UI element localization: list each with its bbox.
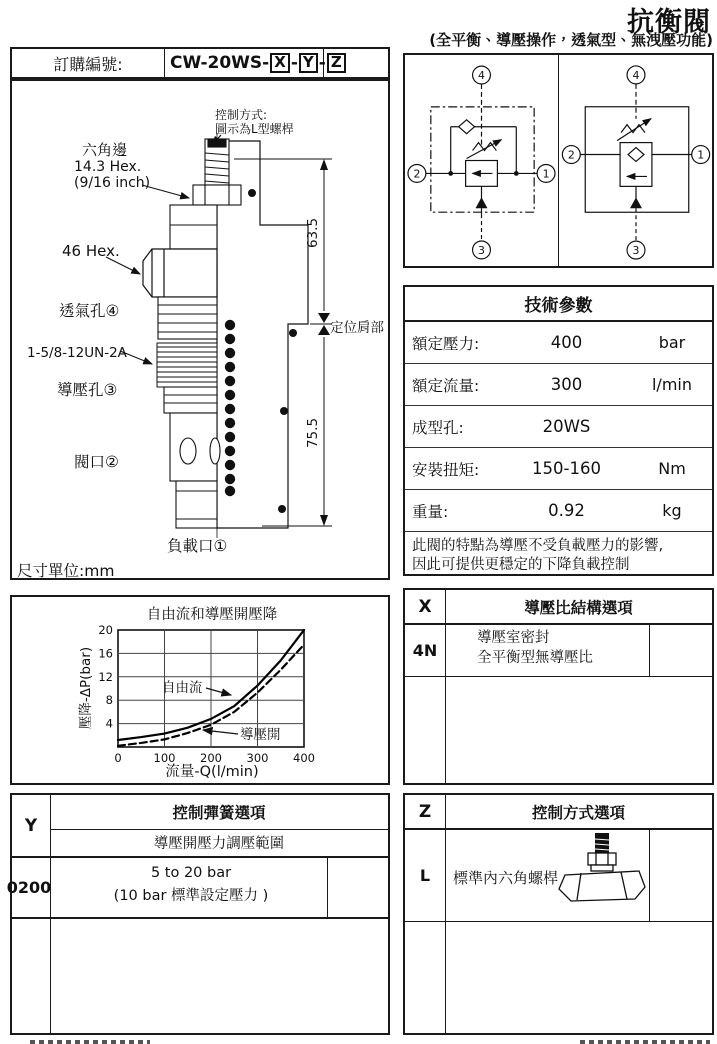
hex-screw-drawing [555,831,650,917]
z-table-row-code: L [419,865,431,885]
param-label: 安裝扭矩: [412,460,480,479]
hex-small-label [74,142,150,191]
param-value: 150-160 [532,459,601,478]
order-number-label: 訂購編號: [12,49,165,77]
y-option-table [6,793,390,1035]
x-table-title: 導壓比結構選項 [524,598,633,617]
table-row [405,490,712,532]
y-table-header-divider [12,856,388,858]
hex-small-line3: (9/16 inch) [74,175,151,192]
svg-text:400: 400 [293,751,315,765]
mid-body [164,387,217,413]
page-title: 抗衡閥 [627,7,711,38]
chart-y-axis-label: 壓降-ΔP(bar) [78,646,94,730]
svg-text:20: 20 [98,623,113,637]
param-label: 額定壓力: [412,334,480,353]
y-table-row-divider [12,917,388,919]
port-3-label: 3 [478,243,485,257]
order-code-sep2: - [318,53,326,73]
param-value: 300 [550,375,583,394]
z-table-code: Z [418,801,432,822]
param-label: 重量: [412,502,449,521]
valve-port-label: 閥口② [74,453,119,471]
table-row [405,448,712,490]
order-code-sep1: - [290,53,298,73]
param-value: 20WS [542,417,591,436]
port-4-label: 4 [632,68,640,82]
x-option-table [403,588,714,785]
y-table-code: Y [24,815,38,836]
z-table-header-divider [405,828,712,830]
pilot-open-arrow [203,730,238,734]
x-row-line2: 全平衡型無導壓比 [477,649,593,666]
order-number-code [165,49,342,77]
order-code-x: X [270,53,290,73]
footer-left-clipped-text [30,1040,150,1044]
hex-small-line1: 六角邊 [82,141,128,159]
tech-params-table [403,285,714,576]
y-row-line2: (10 bar 標準設定壓力 ) [113,888,269,905]
param-value: 400 [550,333,583,352]
schematic-simplified-cell [559,55,713,266]
x-table-header-divider [405,623,712,625]
locknut [193,185,241,205]
svg-text:300: 300 [246,751,269,765]
load-port-label: 負載口① [167,537,228,555]
table-row [405,322,712,364]
hex-body-46 [143,249,217,297]
flow-chart-box [10,595,390,785]
thread-section [157,343,217,387]
param-label: 成型孔: [412,418,464,437]
unit-note: 尺寸單位:mm [17,562,115,580]
port-1-label: 1 [697,148,705,162]
schematic-detailed-symbol [405,55,558,266]
x-table-right-col-divider [649,624,650,676]
chart-x-axis-label: 流量-Q(l/min) [165,764,259,780]
shoulder-label: 定位肩部 [330,320,384,336]
thread-spec-label: 1-5/8-12UN-2A [27,345,127,361]
hex-large-label: 46 Hex. [62,242,120,260]
y-table-title: 控制彈簧選項 [172,803,266,822]
order-code-y: Y [299,53,318,73]
z-table-title: 控制方式選項 [531,803,625,822]
x-table-row-code: 4N [412,640,438,660]
hex-small-line2: 14.3 Hex. [74,159,142,176]
svg-text:200: 200 [200,751,222,765]
series-label-free-flow: 自由流 [162,680,203,696]
dimension-63-5: 63.5 [305,217,321,249]
control-method-note-line1: 控制方式: [215,108,268,122]
tech-note [405,532,712,580]
order-code-z: Z [327,53,346,73]
chart-title: 自由流和導壓開壓降 [146,607,278,623]
control-method-note-line2: 圖示為L型螺桿 [215,121,294,136]
x-row-line1: 導壓室密封 [477,630,550,646]
x-table-row-description [477,629,647,668]
schematics-box [403,53,714,268]
page-subtitle: (全平衡、導壓操作，透氣型、無洩壓功能) [429,31,713,49]
svg-text:4: 4 [105,716,113,731]
dimension-75-5: 75.5 [305,417,321,449]
svg-text:100: 100 [153,751,176,765]
z-table-col-divider [445,795,446,1033]
free-flow-arrow [206,688,231,695]
vent-section [158,297,217,339]
valve-drawing-box [10,79,390,580]
param-label: 額定流量: [412,376,480,395]
x-table-row-divider [405,676,712,677]
z-option-table [403,793,714,1035]
table-row [405,364,712,406]
y-table-subtitle: 導壓開壓力調壓範圍 [153,836,285,852]
port-1-label: 1 [542,167,550,181]
flow-chart-svg [12,597,388,784]
port-3-label: 3 [632,244,640,258]
param-unit: bar [658,333,686,352]
table-row [405,406,712,448]
z-table-row-description: 標準內六角螺桿 [453,869,559,887]
tech-note-line1: 此閥的特點為導壓不受負載壓力的影響, [412,538,664,554]
pilot-port-label: 導壓孔③ [57,381,118,399]
schematic-simplified-symbol [559,55,713,266]
order-code-prefix: CW-20WS- [170,53,270,73]
adjustment-screw [205,139,229,185]
z-table-row-divider [405,921,712,922]
svg-text:16: 16 [98,646,113,661]
y-row-line1: 5 to 20 bar [150,865,232,881]
svg-text:0: 0 [114,751,122,765]
order-number-empty-cell [324,49,388,77]
x-table-code: X [418,596,432,617]
port-section [170,413,220,481]
param-value: 0.92 [548,501,585,520]
param-unit: kg [662,501,682,520]
schematic-detailed-cell [405,55,559,266]
y-table-row-description [50,862,332,908]
order-number-box [10,47,390,79]
tech-note-line2: 因此可提供更穩定的下降負載控制 [412,557,630,574]
port-4-label: 4 [478,69,485,83]
nose-section [176,481,217,528]
svg-text:8: 8 [105,693,113,708]
y-table-row-code: 0200 [6,877,52,897]
svg-text:12: 12 [98,669,113,684]
vent-port-label: 透氣孔④ [59,302,120,320]
series-label-pilot-open: 導壓開 [240,727,281,743]
param-unit: l/min [651,375,692,394]
port-2-label: 2 [567,148,575,162]
footer-right-clipped-text [580,1040,710,1044]
tech-params-title: 技術參數 [405,287,712,322]
param-unit: Nm [658,459,686,478]
cap-body [170,205,217,249]
port-2-label: 2 [413,167,421,181]
control-method-note [215,109,294,137]
